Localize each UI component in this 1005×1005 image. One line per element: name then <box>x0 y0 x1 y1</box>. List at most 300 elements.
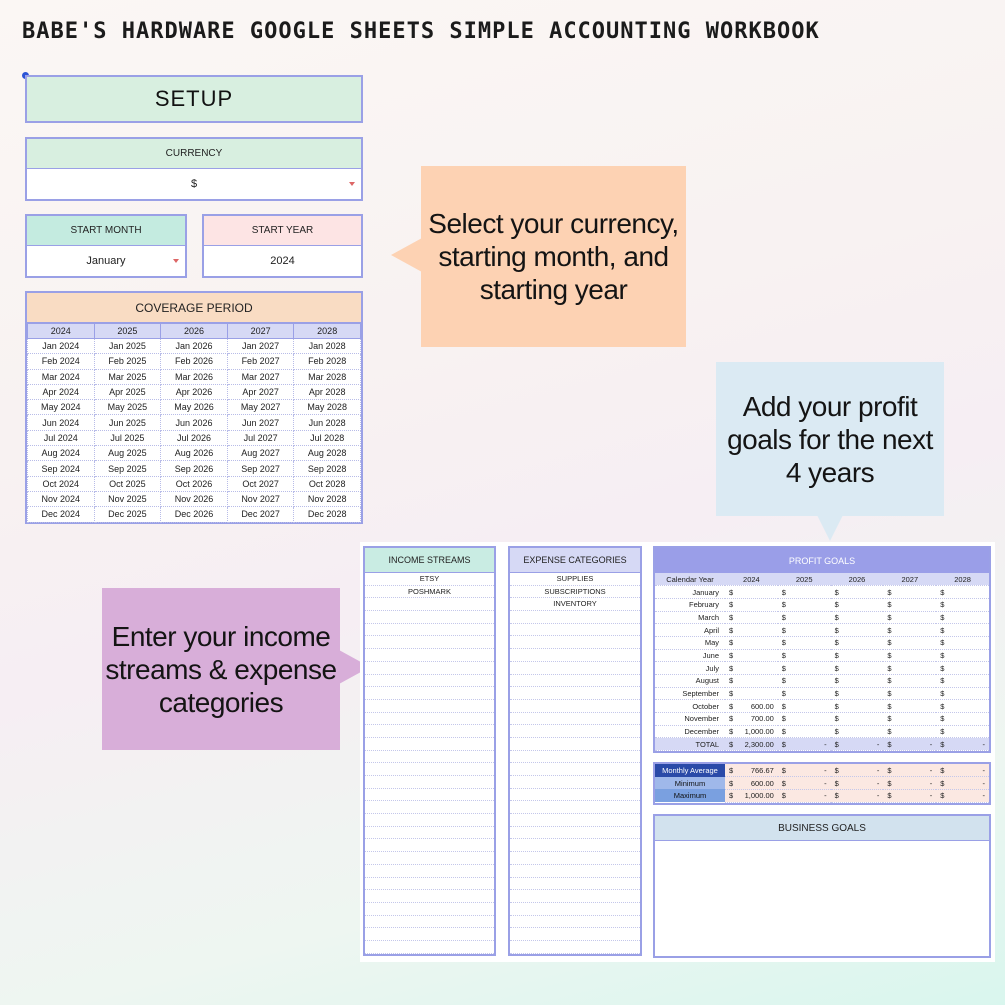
goal-input[interactable] <box>831 586 884 599</box>
list-item[interactable] <box>365 928 494 941</box>
list-item[interactable] <box>510 890 640 903</box>
currency-cell <box>725 702 778 711</box>
goal-input[interactable] <box>778 662 831 675</box>
goal-input[interactable] <box>778 713 831 726</box>
goal-input[interactable] <box>725 662 778 675</box>
list-item[interactable] <box>365 636 494 649</box>
cell-value: 2,300.00 <box>744 739 774 749</box>
list-item[interactable] <box>510 738 640 751</box>
profit-goals-table <box>653 546 991 753</box>
list-item[interactable] <box>510 865 640 878</box>
goal-input[interactable] <box>883 687 936 700</box>
list-item[interactable] <box>365 776 494 789</box>
currency-cell <box>936 676 989 685</box>
goal-input[interactable] <box>831 662 884 675</box>
currency-cell <box>725 791 778 800</box>
list-item[interactable] <box>365 700 494 713</box>
currency-symbol: $ <box>781 625 786 635</box>
goal-input[interactable] <box>883 662 936 675</box>
goal-input[interactable] <box>936 725 989 738</box>
list-item[interactable]: ETSY <box>365 573 494 586</box>
coverage-cell[interactable]: Jul 2025 <box>94 430 161 445</box>
coverage-cell[interactable]: Feb 2028 <box>294 354 361 369</box>
list-item[interactable] <box>510 611 640 624</box>
goal-input[interactable] <box>725 598 778 611</box>
goal-input[interactable] <box>936 624 989 637</box>
currency-cell <box>725 613 778 622</box>
currency-cell <box>883 791 936 800</box>
goal-input[interactable] <box>778 624 831 637</box>
coverage-cell[interactable]: Apr 2028 <box>294 384 361 399</box>
stat-cell[interactable] <box>725 789 778 802</box>
currency-cell <box>831 714 884 723</box>
currency-cell <box>778 714 831 723</box>
table-row <box>28 446 361 461</box>
goal-input[interactable] <box>936 662 989 675</box>
total-cell[interactable] <box>725 738 778 751</box>
currency-symbol: $ <box>940 638 945 648</box>
currency-cell <box>725 689 778 698</box>
list-item[interactable] <box>365 763 494 776</box>
cell-value: - <box>982 778 985 788</box>
goal-input[interactable] <box>778 725 831 738</box>
goal-input[interactable] <box>778 649 831 662</box>
goal-input[interactable] <box>883 675 936 688</box>
currency-cell <box>725 600 778 609</box>
goal-input[interactable] <box>778 598 831 611</box>
total-cell[interactable] <box>936 738 989 751</box>
currency-symbol: $ <box>729 791 734 801</box>
year-header: 2026 <box>831 573 884 586</box>
currency-symbol: $ <box>887 714 892 724</box>
list-item[interactable] <box>365 827 494 840</box>
currency-symbol: $ <box>940 791 945 801</box>
list-item[interactable] <box>365 738 494 751</box>
currency-cell <box>831 740 884 749</box>
goal-input[interactable] <box>778 586 831 599</box>
currency-cell <box>778 588 831 597</box>
goal-input[interactable] <box>883 725 936 738</box>
list-item[interactable] <box>365 865 494 878</box>
dropdown-caret-icon[interactable] <box>349 182 355 186</box>
list-item[interactable] <box>365 903 494 916</box>
goal-input[interactable] <box>936 713 989 726</box>
currency-cell <box>883 676 936 685</box>
currency-cell <box>778 779 831 788</box>
list-item[interactable] <box>510 789 640 802</box>
currency-symbol: $ <box>834 663 839 673</box>
stat-cell[interactable] <box>831 789 884 802</box>
goal-input[interactable] <box>936 611 989 624</box>
list-item[interactable] <box>365 675 494 688</box>
list-item[interactable] <box>365 751 494 764</box>
currency-cell <box>778 727 831 736</box>
coverage-cell[interactable]: Dec 2028 <box>294 507 361 522</box>
coverage-cell[interactable]: Jun 2028 <box>294 415 361 430</box>
list-item[interactable]: SUBSCRIPTIONS <box>510 586 640 599</box>
goal-input[interactable] <box>778 700 831 713</box>
list-item[interactable] <box>365 801 494 814</box>
coverage-cell[interactable]: Sep 2026 <box>161 461 228 476</box>
goal-input[interactable] <box>725 586 778 599</box>
list-item[interactable] <box>365 611 494 624</box>
currency-cell <box>831 651 884 660</box>
goal-input[interactable] <box>936 700 989 713</box>
list-item[interactable] <box>365 725 494 738</box>
goal-input[interactable] <box>831 700 884 713</box>
profit-callout: Add your profit goals for the next 4 years <box>716 362 944 516</box>
goal-input[interactable] <box>936 675 989 688</box>
list-item[interactable] <box>510 827 640 840</box>
coverage-cell[interactable]: Oct 2024 <box>28 476 95 491</box>
coverage-cell[interactable]: May 2027 <box>227 400 294 415</box>
list-item[interactable] <box>365 598 494 611</box>
list-item[interactable] <box>510 725 640 738</box>
setup-heading: SETUP <box>25 75 363 123</box>
coverage-cell[interactable]: Dec 2025 <box>94 507 161 522</box>
stat-cell[interactable] <box>883 764 936 777</box>
expense-categories-heading: EXPENSE CATEGORIES <box>510 548 640 573</box>
currency-cell <box>778 664 831 673</box>
currency-cell <box>725 779 778 788</box>
currency-symbol: $ <box>781 739 786 749</box>
coverage-cell[interactable]: May 2024 <box>28 400 95 415</box>
stat-cell[interactable] <box>831 764 884 777</box>
currency-symbol: $ <box>781 689 786 699</box>
goal-input[interactable] <box>831 598 884 611</box>
coverage-cell[interactable]: Jan 2027 <box>227 339 294 354</box>
coverage-cell[interactable]: Nov 2025 <box>94 491 161 506</box>
list-item[interactable] <box>510 814 640 827</box>
currency-symbol: $ <box>834 791 839 801</box>
list-item[interactable] <box>365 839 494 852</box>
total-cell[interactable] <box>883 738 936 751</box>
goal-input[interactable] <box>725 624 778 637</box>
coverage-cell[interactable]: Nov 2026 <box>161 491 228 506</box>
table-row <box>655 789 989 802</box>
coverage-cell[interactable]: Mar 2028 <box>294 369 361 384</box>
stat-label: Monthly Average <box>655 764 725 777</box>
coverage-cell[interactable]: Sep 2027 <box>227 461 294 476</box>
goal-input[interactable] <box>831 624 884 637</box>
streams-callout: Enter your income streams & expense categories <box>102 588 340 750</box>
goal-input[interactable] <box>831 687 884 700</box>
list-item[interactable] <box>365 713 494 726</box>
list-item[interactable] <box>365 687 494 700</box>
goal-input[interactable] <box>725 725 778 738</box>
coverage-cell[interactable]: Aug 2027 <box>227 446 294 461</box>
list-item[interactable] <box>365 890 494 903</box>
coverage-cell[interactable]: Dec 2026 <box>161 507 228 522</box>
currency-cell <box>936 664 989 673</box>
stat-label: Maximum <box>655 789 725 802</box>
list-item[interactable]: POSHMARK <box>365 586 494 599</box>
goal-input[interactable] <box>725 649 778 662</box>
table-row <box>28 339 361 354</box>
currency-symbol: $ <box>781 727 786 737</box>
currency-symbol: $ <box>887 625 892 635</box>
currency-symbol: $ <box>834 727 839 737</box>
cell-value: - <box>876 778 880 788</box>
coverage-cell[interactable]: Feb 2025 <box>94 354 161 369</box>
coverage-cell[interactable]: Dec 2027 <box>227 507 294 522</box>
stat-cell[interactable] <box>936 764 989 777</box>
stat-cell[interactable] <box>778 777 831 790</box>
dropdown-caret-icon[interactable] <box>173 259 179 263</box>
coverage-cell[interactable]: May 2028 <box>294 400 361 415</box>
currency-cell <box>778 626 831 635</box>
coverage-cell[interactable]: Aug 2025 <box>94 446 161 461</box>
list-item[interactable] <box>365 916 494 929</box>
table-row <box>655 700 989 713</box>
coverage-cell[interactable]: Dec 2024 <box>28 507 95 522</box>
currency-symbol: $ <box>887 663 892 673</box>
goal-input[interactable] <box>725 636 778 649</box>
list-item[interactable] <box>510 662 640 675</box>
coverage-cell[interactable]: Jan 2026 <box>161 339 228 354</box>
coverage-year-header: 2028 <box>294 324 361 339</box>
coverage-cell[interactable]: Oct 2027 <box>227 476 294 491</box>
currency-symbol: $ <box>729 676 734 686</box>
stat-cell[interactable] <box>831 777 884 790</box>
coverage-cell[interactable]: Apr 2025 <box>94 384 161 399</box>
goal-input[interactable] <box>936 598 989 611</box>
coverage-cell[interactable]: Oct 2025 <box>94 476 161 491</box>
goal-input[interactable] <box>936 586 989 599</box>
total-cell[interactable] <box>831 738 884 751</box>
list-item[interactable] <box>510 928 640 941</box>
stat-cell[interactable] <box>883 777 936 790</box>
goal-input[interactable] <box>831 649 884 662</box>
list-item[interactable] <box>510 687 640 700</box>
currency-symbol: $ <box>834 739 839 749</box>
coverage-cell[interactable]: Sep 2024 <box>28 461 95 476</box>
currency-cell <box>936 600 989 609</box>
coverage-cell[interactable]: Aug 2026 <box>161 446 228 461</box>
coverage-cell[interactable]: May 2026 <box>161 400 228 415</box>
coverage-cell[interactable]: Jul 2028 <box>294 430 361 445</box>
list-item[interactable] <box>365 662 494 675</box>
goal-input[interactable] <box>725 611 778 624</box>
goal-input[interactable] <box>883 636 936 649</box>
coverage-cell[interactable]: Mar 2027 <box>227 369 294 384</box>
list-item[interactable] <box>365 852 494 865</box>
goal-input[interactable] <box>936 636 989 649</box>
currency-cell <box>883 664 936 673</box>
coverage-cell[interactable]: Feb 2026 <box>161 354 228 369</box>
goal-input[interactable] <box>725 713 778 726</box>
coverage-cell[interactable]: Jan 2028 <box>294 339 361 354</box>
coverage-cell[interactable]: Apr 2026 <box>161 384 228 399</box>
list-item[interactable] <box>365 624 494 637</box>
goal-input[interactable] <box>725 675 778 688</box>
cell-value: - <box>982 791 985 801</box>
goal-input[interactable] <box>725 687 778 700</box>
coverage-cell[interactable]: Mar 2026 <box>161 369 228 384</box>
stat-cell[interactable] <box>778 764 831 777</box>
coverage-cell[interactable]: Feb 2027 <box>227 354 294 369</box>
stat-cell[interactable] <box>936 777 989 790</box>
start-month-select[interactable] <box>27 246 185 276</box>
coverage-cell[interactable]: Sep 2028 <box>294 461 361 476</box>
currency-symbol: $ <box>887 612 892 622</box>
list-item[interactable] <box>510 624 640 637</box>
list-item[interactable]: INVENTORY <box>510 598 640 611</box>
list-item[interactable] <box>510 878 640 891</box>
stat-cell[interactable] <box>883 789 936 802</box>
list-item[interactable] <box>365 878 494 891</box>
callout-pointer <box>817 515 843 541</box>
coverage-cell[interactable]: Aug 2028 <box>294 446 361 461</box>
goal-input[interactable] <box>831 636 884 649</box>
table-row <box>655 662 989 675</box>
currency-symbol: $ <box>781 778 786 788</box>
currency-symbol: $ <box>940 778 945 788</box>
currency-symbol: $ <box>887 765 892 775</box>
goal-input[interactable] <box>778 611 831 624</box>
goal-input[interactable] <box>883 586 936 599</box>
goal-input[interactable] <box>883 611 936 624</box>
table-row <box>28 507 361 522</box>
coverage-cell[interactable]: Apr 2024 <box>28 384 95 399</box>
list-item[interactable] <box>510 839 640 852</box>
list-item[interactable] <box>365 649 494 662</box>
list-item[interactable] <box>510 649 640 662</box>
currency-symbol: $ <box>729 638 734 648</box>
coverage-cell[interactable]: Oct 2028 <box>294 476 361 491</box>
goal-input[interactable] <box>778 687 831 700</box>
setup-callout: Select your currency, starting month, and starting year <box>421 166 686 347</box>
currency-label: CURRENCY <box>27 139 361 169</box>
list-item[interactable] <box>365 789 494 802</box>
currency-symbol: $ <box>834 587 839 597</box>
month-label: February <box>655 598 725 611</box>
goal-input[interactable] <box>936 687 989 700</box>
cell-value: - <box>982 739 985 749</box>
coverage-cell[interactable]: Jul 2024 <box>28 430 95 445</box>
goal-input[interactable] <box>883 624 936 637</box>
stat-cell[interactable] <box>725 764 778 777</box>
currency-cell <box>725 766 778 775</box>
list-item[interactable] <box>510 763 640 776</box>
business-goals-panel <box>653 814 991 958</box>
goal-input[interactable] <box>831 675 884 688</box>
goal-input[interactable] <box>883 713 936 726</box>
list-item[interactable] <box>510 751 640 764</box>
coverage-cell[interactable]: Jun 2025 <box>94 415 161 430</box>
cell-value: - <box>824 791 827 801</box>
currency-symbol: $ <box>781 587 786 597</box>
coverage-cell[interactable]: Jun 2026 <box>161 415 228 430</box>
goal-input[interactable] <box>831 611 884 624</box>
business-goals-input[interactable] <box>655 841 989 956</box>
callout-pointer <box>391 238 422 272</box>
list-item[interactable] <box>510 776 640 789</box>
goal-input[interactable] <box>883 598 936 611</box>
coverage-cell[interactable]: Jun 2024 <box>28 415 95 430</box>
currency-symbol: $ <box>834 689 839 699</box>
currency-symbol: $ <box>834 600 839 610</box>
goal-input[interactable] <box>883 700 936 713</box>
coverage-cell[interactable]: Mar 2025 <box>94 369 161 384</box>
coverage-cell[interactable]: Jan 2025 <box>94 339 161 354</box>
coverage-cell[interactable]: Jan 2024 <box>28 339 95 354</box>
currency-symbol: $ <box>940 625 945 635</box>
month-label: August <box>655 675 725 688</box>
goal-input[interactable] <box>778 675 831 688</box>
coverage-cell[interactable]: Jun 2027 <box>227 415 294 430</box>
total-cell[interactable] <box>778 738 831 751</box>
goal-input[interactable] <box>778 636 831 649</box>
income-streams-column <box>363 546 496 956</box>
currency-symbol: $ <box>834 778 839 788</box>
coverage-cell[interactable]: Sep 2025 <box>94 461 161 476</box>
start-month-value: January <box>86 255 126 267</box>
coverage-cell[interactable]: May 2025 <box>94 400 161 415</box>
coverage-cell[interactable]: Jul 2027 <box>227 430 294 445</box>
list-item[interactable] <box>510 941 640 954</box>
coverage-cell[interactable]: Apr 2027 <box>227 384 294 399</box>
currency-select[interactable] <box>27 169 361 199</box>
coverage-cell[interactable]: Aug 2024 <box>28 446 95 461</box>
list-item[interactable] <box>510 903 640 916</box>
coverage-cell[interactable]: Nov 2027 <box>227 491 294 506</box>
currency-cell <box>831 600 884 609</box>
stat-cell[interactable] <box>936 789 989 802</box>
list-item[interactable] <box>365 941 494 954</box>
currency-symbol: $ <box>940 727 945 737</box>
currency-symbol: $ <box>729 739 734 749</box>
goal-input[interactable] <box>883 649 936 662</box>
list-item[interactable] <box>365 814 494 827</box>
table-row <box>655 573 989 586</box>
list-item[interactable] <box>510 916 640 929</box>
stat-cell[interactable] <box>725 777 778 790</box>
currency-cell <box>778 600 831 609</box>
list-item[interactable] <box>510 713 640 726</box>
coverage-cell[interactable]: Feb 2024 <box>28 354 95 369</box>
coverage-cell[interactable]: Mar 2024 <box>28 369 95 384</box>
goal-input[interactable] <box>831 725 884 738</box>
list-item[interactable] <box>510 700 640 713</box>
currency-symbol: $ <box>729 701 734 711</box>
list-item[interactable] <box>510 636 640 649</box>
goal-input[interactable] <box>831 713 884 726</box>
goal-input[interactable] <box>936 649 989 662</box>
goal-input[interactable] <box>725 700 778 713</box>
currency-cell <box>883 727 936 736</box>
currency-cell <box>725 638 778 647</box>
coverage-cell[interactable]: Jul 2026 <box>161 430 228 445</box>
currency-cell <box>778 689 831 698</box>
list-item[interactable] <box>510 801 640 814</box>
list-item[interactable] <box>510 675 640 688</box>
currency-symbol: $ <box>729 612 734 622</box>
coverage-cell[interactable]: Nov 2024 <box>28 491 95 506</box>
currency-cell <box>883 766 936 775</box>
income-streams-heading: INCOME STREAMS <box>365 548 494 573</box>
list-item[interactable] <box>510 852 640 865</box>
list-item[interactable]: SUPPLIES <box>510 573 640 586</box>
coverage-cell[interactable]: Oct 2026 <box>161 476 228 491</box>
coverage-cell[interactable]: Nov 2028 <box>294 491 361 506</box>
start-year-input[interactable]: 2024 <box>270 255 295 267</box>
coverage-period-table <box>25 291 363 524</box>
table-row <box>655 598 989 611</box>
stat-cell[interactable] <box>778 789 831 802</box>
currency-symbol: $ <box>729 778 734 788</box>
cell-value: - <box>982 765 985 775</box>
